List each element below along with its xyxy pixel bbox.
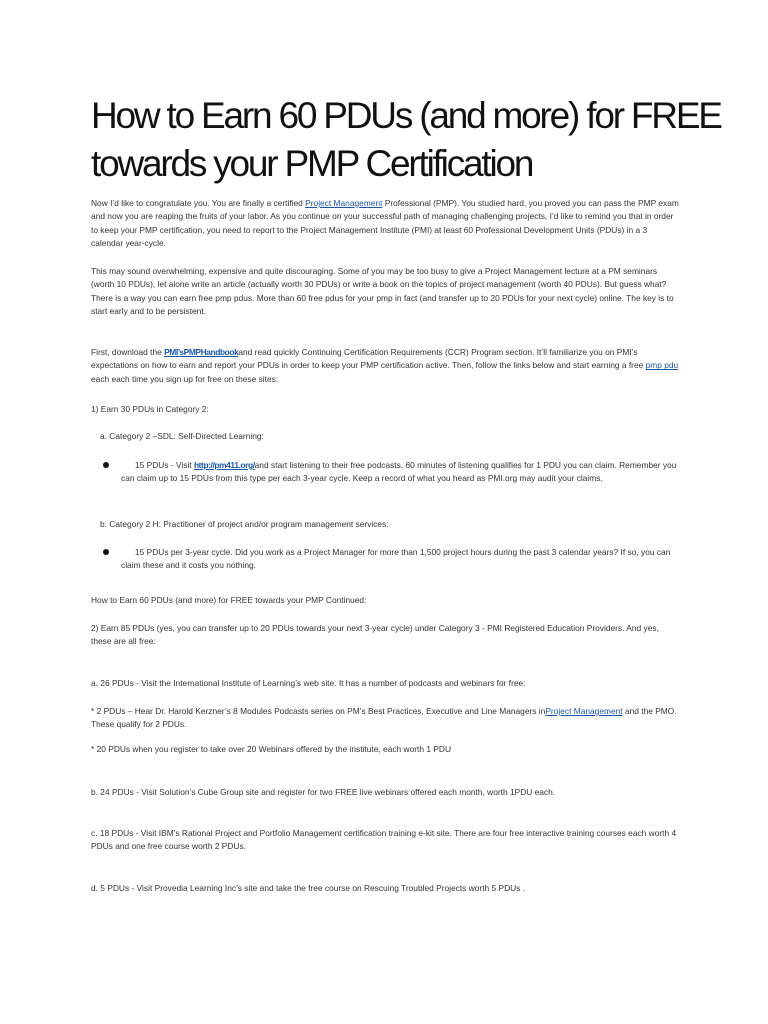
item-d-provedia: d. 5 PDUs - Visit Provedia Learning Inc’s site and take the free course on Rescuing Troubled Projects worth 5 PDUs . — [91, 883, 526, 893]
article-title: How to Earn 60 PDUs (and more) for FREE towards your PMP Certification — [91, 95, 721, 184]
project-management-link[interactable]: Project Management — [305, 198, 383, 208]
item-webinars: * 20 PDUs when you register to take over 20 Webinars offered by the institute, each worth 1 PDU — [91, 744, 452, 754]
section-2-heading: 2) Earn 85 PDUs (yes, you can transfer up to 20 PDUs towards your next 3-year cycle) under Category 3 - PMI Registered Education Providers. And yes, these are all free: — [91, 623, 659, 647]
project-management-link-2[interactable]: Project Management — [545, 706, 623, 716]
continued-heading: How to Earn 60 PDUs (and more) for FREE towards your PMP Continued: — [91, 595, 367, 605]
item-c-ibm: c. 18 PDUs - Visit IBM’s Rational Project and Portfolio Management certification training e-kit site. There are four free interactive training courses each worth 4 PDUs and one free course worth 2 PDUs. — [91, 828, 677, 852]
item-kerzner-podcasts — [91, 705, 681, 732]
kerzner-text-before: * 2 PDUs – Hear Dr. Harold Kerzner’s 8 Modules Podcasts series on PM’s Best Practices, Executive and Line Managers in — [91, 706, 546, 716]
bullet-practitioner-text: 15 PDUs per 3-year cycle. Did you work as a Project Manager for more than 1,500 project hours during the past 3 calendar years? If so, you can claim these and it costs you nothing. — [121, 547, 671, 571]
pm411-link[interactable]: http://pm411.org/ — [193, 460, 255, 470]
pmp-pdu-link[interactable]: pmp pdu — [645, 360, 679, 371]
bullet-dot-icon — [103, 462, 109, 468]
pmp-handbook-link[interactable]: PMI’sPMPHandbook — [164, 347, 239, 357]
category-2-sdl-heading: a. Category 2 –SDL: Self-Directed Learning: — [100, 431, 264, 441]
bullet-dot-icon — [103, 549, 109, 555]
intro-text-after: Professional (PMP). You studied hard, you proved you can pass the PMP exam and now you are reaping the fruits of your labor. As you continue on your successful path of managing challenging projects, I’d like to remind you that in order to keep your PMP certification, you need to report to the Project Management Institute (PMI) at least 60 Professional Development Units (PDUs) in a 3 calendar year-cycle. — [91, 198, 679, 249]
download-text-before: First, download the — [91, 347, 165, 357]
item-b-solutions-cube: b. 24 PDUs - Visit Solution’s Cube Group site and register for two FREE live webinars offered each month, worth 1PDU each. — [91, 787, 556, 797]
bullet-podcasts — [121, 459, 681, 486]
bullet-practitioner — [121, 546, 681, 573]
bullet-podcasts-after: and start listening to their free podcasts. 60 minutes of listening qualifies for 1 PDU you can claim. Remember you can claim up to 15 PDUs from this type per each 3-year cycle. Keep a record of what you heard as PMI.org may audit your claims. — [121, 460, 677, 484]
download-text-after: each each time you sign up for free on these sites: — [91, 373, 279, 384]
download-text-middle: and read quickly Continuing Certification Requirements (CCR) Program section. It’ll familiarize you on PMI’s expectations on how to earn and report your PDUs in order to keep your PMP certification active. Then, follow the links below and start earning a free — [91, 347, 646, 371]
intro-text-before: Now I’d like to congratulate you. You are finally a certified — [91, 198, 306, 208]
kerzner-text-after: and the PMO. These qualify for 2 PDUs. — [91, 706, 677, 730]
item-a-iil: a. 26 PDUs - Visit the International Institute of Learning’s web site. It has a number of podcasts and webinars for free: — [91, 678, 526, 688]
section-1-heading: 1) Earn 30 PDUs in Category 2: — [91, 404, 209, 414]
download-paragraph — [91, 346, 681, 386]
overwhelming-paragraph: This may sound overwhelming, expensive and quite discouraging. Some of you may be too busy to give a Project Management lecture at a PM seminars (worth 10 PDUs), let alone write an article (actually worth 30 PDUs) or write a book on the topics of project management (worth 40 PDUs). But guess what? There is a way you can earn free pmp pdus. More than 60 free pdus for your pmp in fact (and transfer up to 20 PDUs for your next cycle) online. The key is to start early and to be persistent. — [91, 266, 674, 317]
bullet-podcasts-before: 15 PDUs - Visit — [135, 460, 194, 470]
category-2h-heading: b. Category 2 H: Practitioner of project and/or program management services: — [100, 519, 389, 529]
intro-paragraph — [91, 197, 681, 251]
